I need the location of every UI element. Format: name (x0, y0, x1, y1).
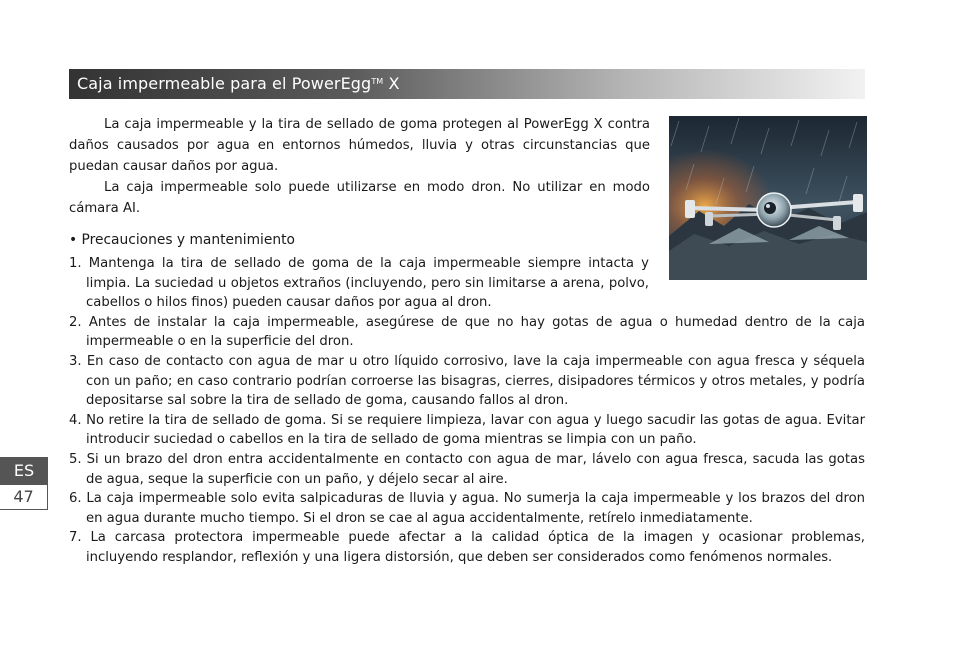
section-header-bar (69, 69, 865, 99)
list-item: 6. La caja impermeable solo evita salpicaduras de lluvia y agua. No sumerja la caja impermeable y los brazos del dron en agua durante mucho tiempo. Si el dron se cae al agua accidentalmente, retírelo inmediatamente. (69, 491, 865, 526)
list-item: 5. Si un brazo del dron entra accidentalmente en contacto con agua de mar, lávelo con agua fresca, sacuda las gotas de agua, seque la superficie con un paño, y déjelo secar al aire. (69, 451, 865, 487)
precautions-heading: • Precauciones y mantenimiento (69, 232, 295, 248)
page-number: 47 (0, 484, 48, 510)
title-text: Caja impermeable para el PowerEgg (77, 74, 372, 93)
section-title (77, 74, 400, 93)
list-item: 7. La carcasa protectora impermeable puede afectar a la calidad óptica de la imagen y ocasionar problemas, incluyendo resplandor, reflexión y una ligera distorsión, que deben ser considerados como fenómenos normales. (69, 530, 865, 565)
title-suffix: X (383, 74, 400, 93)
intro-paragraph-2: La caja impermeable solo puede utilizarse en modo dron. No utilizar en modo cámara AI. (69, 180, 650, 216)
list-item: 2. Antes de instalar la caja impermeable, asegúrese de que no hay gotas de agua o humedad dentro de la caja impermeable o en la superficie del dron. (69, 314, 865, 350)
list-item: 1. Mantenga la tira de sellado de goma de la caja impermeable siempre intacta y limpia. La suciedad u objetos extraños (incluyendo, pero sin limitarse a arena, polvo, cabellos o hilos finos) pueden causar daños por agua al dron. (69, 256, 649, 311)
list-item: 3. En caso de contacto con agua de mar u otro líquido corrosivo, lave la caja impermeable con agua fresca y séquela con un paño; en caso contrario podrían corroerse las bisagras, cierres, disipadores térmicos y otros metales, y podría depositarse sal sobre la tira de sellado de goma, causando fallos al dron. (69, 353, 865, 409)
trademark-symbol: TM (371, 77, 384, 86)
page-side-tab (0, 457, 48, 509)
intro-paragraph-1: La caja impermeable y la tira de sellado de goma protegen al PowerEgg X contra daños causados por agua en entornos húmedos, lluvia y otras circunstancias que puedan causar daños por agua. (69, 117, 650, 174)
list-item: 4. No retire la tira de sellado de goma. Si se requiere limpieza, lavar con agua y luego sacudir las gotas de agua. Evitar introducir suciedad o cabellos en la tira de sellado de goma mientras se limpia con un paño. (69, 412, 865, 448)
language-label: ES (0, 457, 48, 484)
precautions-list (69, 254, 865, 568)
